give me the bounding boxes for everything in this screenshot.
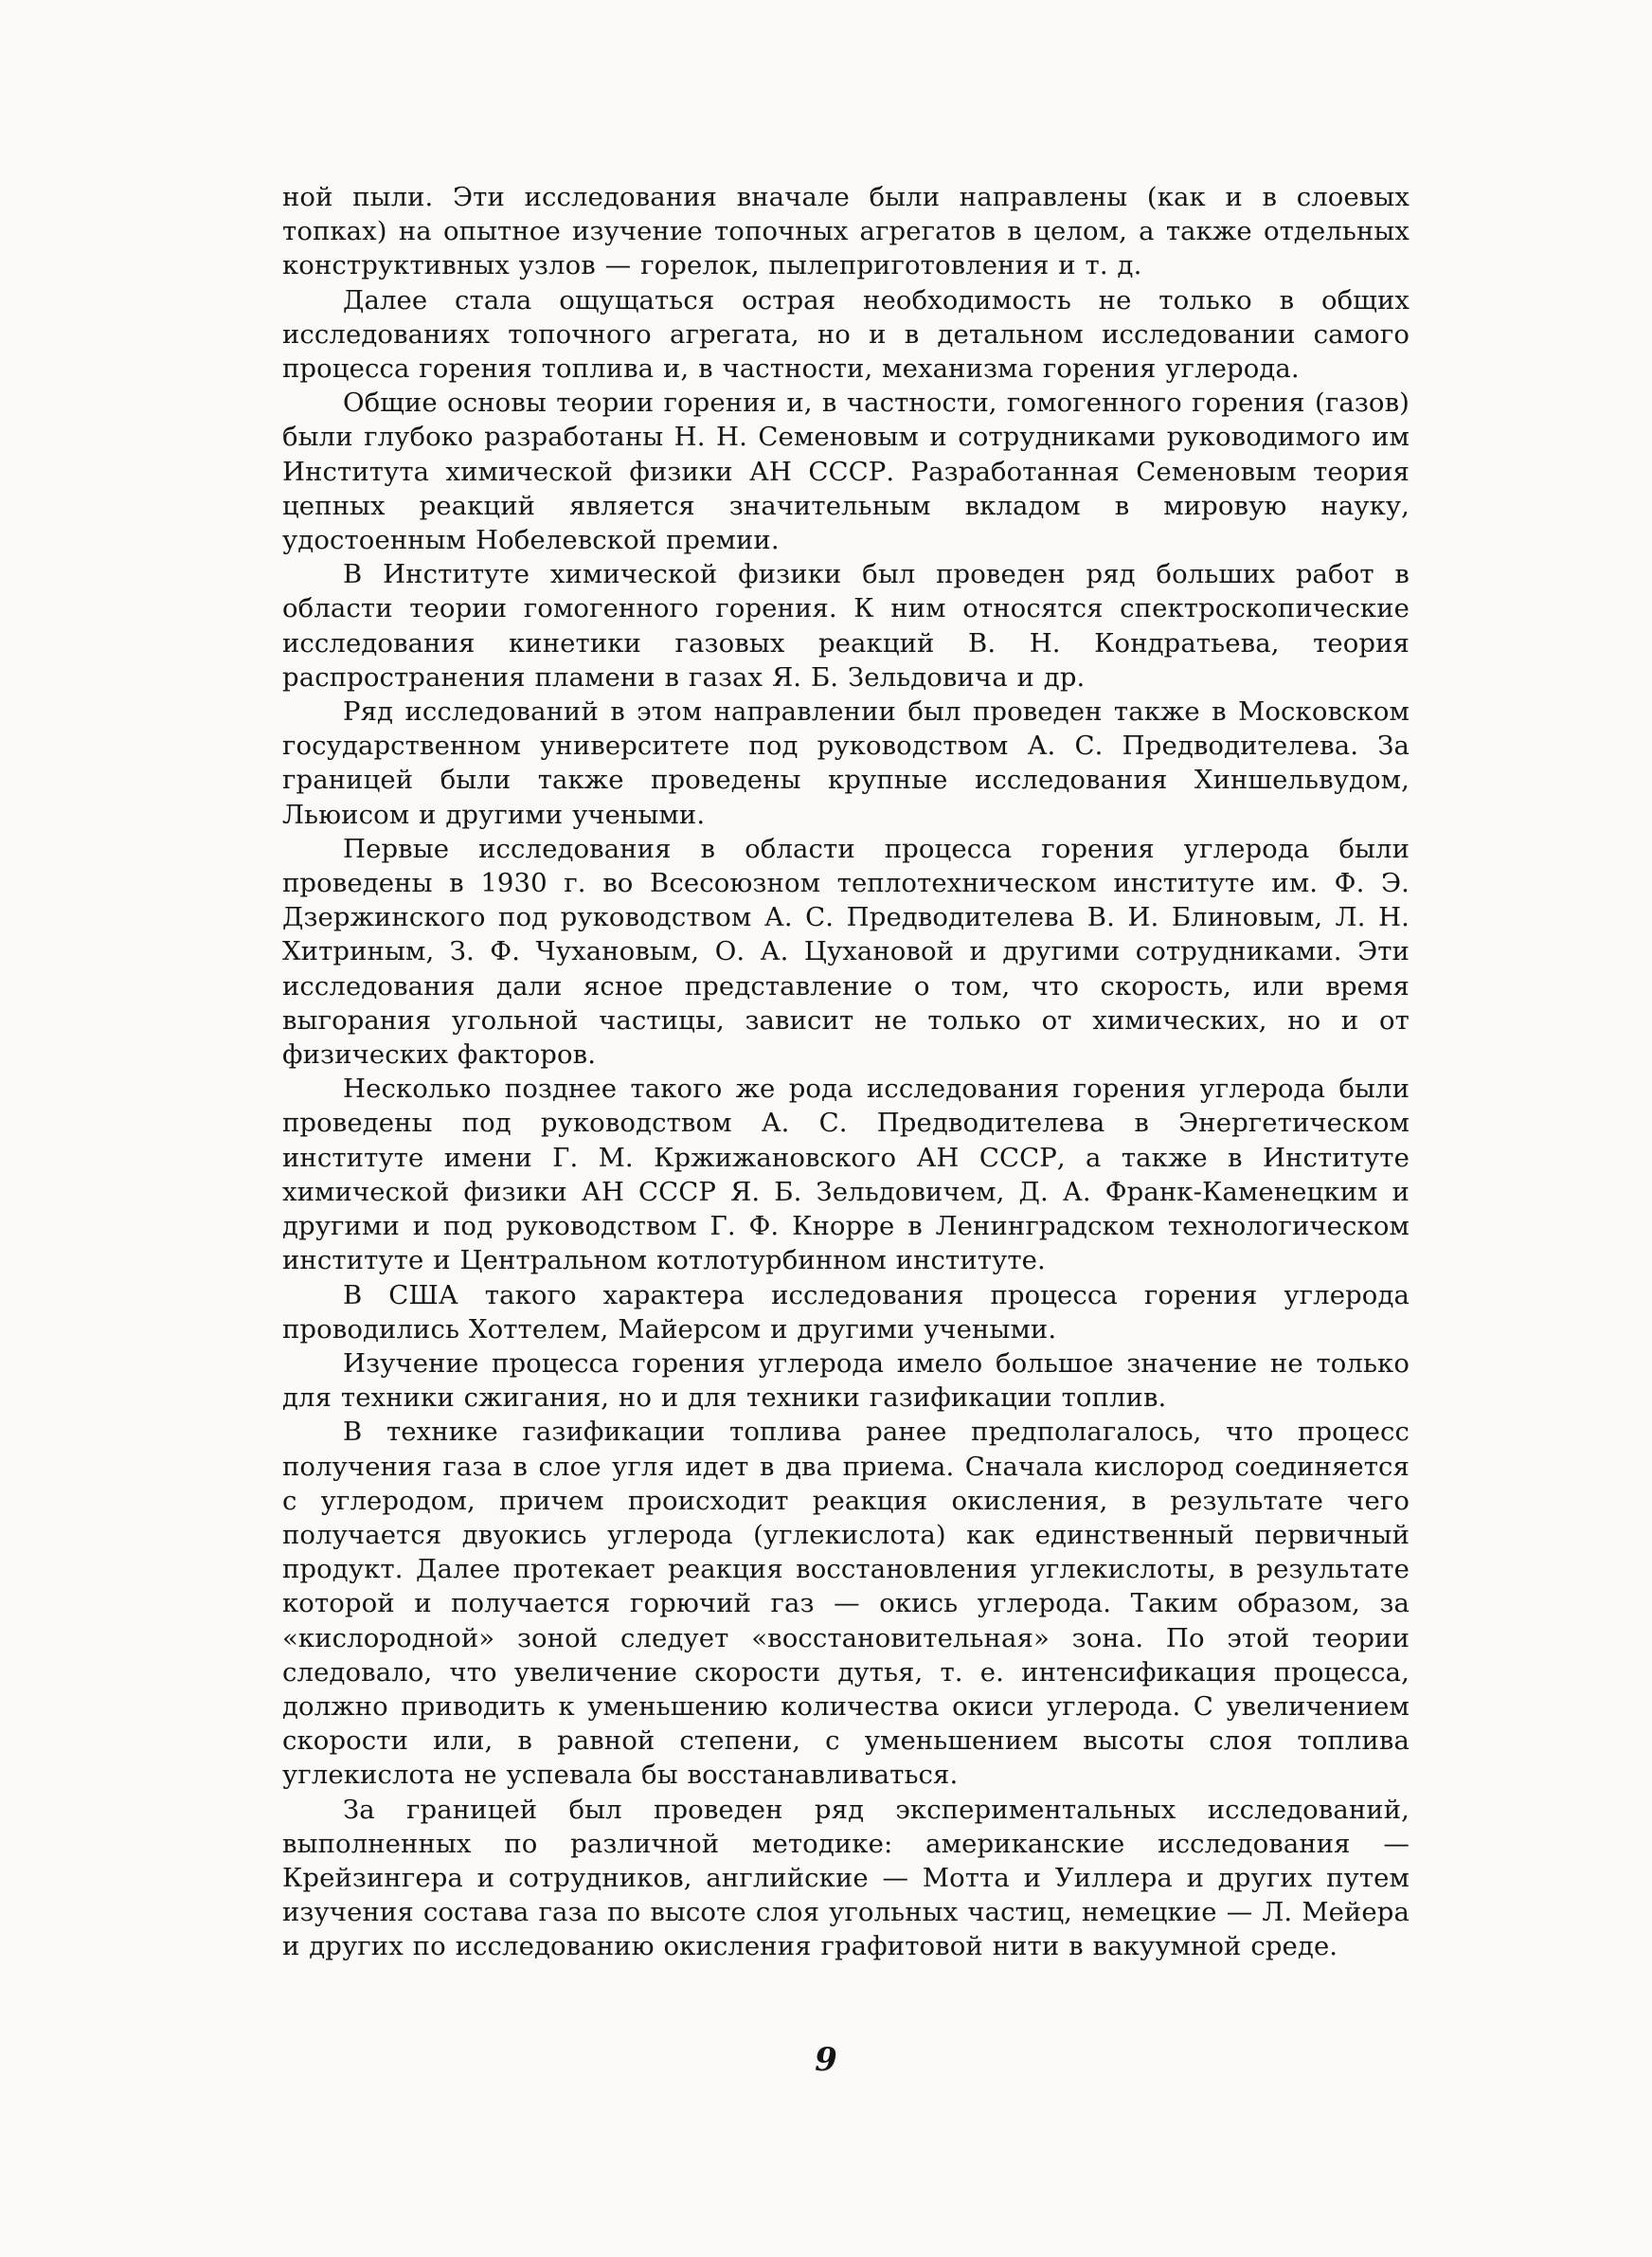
paragraph-8: В США такого характера исследования процесса горения углерода проводились Хоттелем, Майерсом и другими учеными. bbox=[282, 1279, 1410, 1345]
text-column bbox=[282, 180, 1410, 1964]
page-number: 9 bbox=[815, 2041, 837, 2079]
paragraph-5: Ряд исследований в этом направлении был проведен также в Московском государственном университете под руководством А. С. Предводителева. За границей были также проведены крупные исследования Хиншельвудом, Льюисом и другими учеными. bbox=[282, 696, 1410, 830]
paragraph-6: Первые исследования в области процесса горения углерода были проведены в 1930 г. во Всесоюзном теплотехническом институте им. Ф. Э. Дзержинского под руководством А. С. Предводителева В. И. Блиновым, Л. Н. Хитриным, З. Ф. Чухановым, О. А. Цухановой и другими сотрудниками. Эти исследования дали ясное представление о том, что скорость, или время выгорания угольной частицы, зависит не только от химических, но и от физических факторов. bbox=[282, 833, 1410, 1071]
paragraph-1: ной пыли. Эти исследования вначале были направлены (как и в слоевых топках) на опытное изучение топочных агрегатов в целом, а также отдельных конструктивных узлов — горелок, пылеприготовления и т. д. bbox=[282, 182, 1410, 281]
paragraph-9: Изучение процесса горения углерода имело большое значение не только для техники сжигания, но и для техники газификации топлив. bbox=[282, 1347, 1410, 1414]
paragraph-11: За границей был проведен ряд экспериментальных исследований, выполненных по различной методике: американские исследования — Крейзингера и сотрудников, английские — Мотта и Уиллера и других путем изучения состава газа по высоте слоя угольных частиц, немецкие — Л. Мейера и других по исследованию окисления графитовой нити в вакуумной среде. bbox=[282, 1794, 1410, 1962]
paragraph-7: Несколько позднее такого же рода исследования горения углерода были проведены под руководством А. С. Предводителева в Энергетическом институте имени Г. М. Кржижановского АН СССР, а также в Институте химической физики АН СССР Я. Б. Зельдовичем, Д. А. Франк-Каменецким и другими и под руководством Г. Ф. Кнорре в Ленинградском технологическом институте и Центральном котлотурбинном институте. bbox=[282, 1074, 1410, 1276]
paragraph-10: В технике газификации топлива ранее предполагалось, что процесс получения газа в слое угля идет в два приема. Сначала кислород соединяется с углеродом, причем происходит реакция окисления, в результате чего получается двуокись углерода (углекислота) как единственный первичный продукт. Далее протекает реакция восстановления углекислоты, в результате которой и получается горючий газ — окись углерода. Таким образом, за «кислородной» зоной следует «восстановительная» зона. По этой теории следовало, что увеличение скорости дутья, т. е. интенсификация процесса, должно приводить к уменьшению количества окиси углерода. С увеличением скорости или, в равной степени, с уменьшением высоты слоя топлива углекислота не успевала бы восстанавливаться. bbox=[282, 1417, 1410, 1791]
paragraph-2: Далее стала ощущаться острая необходимость не только в общих исследованиях топочного агрегата, но и в детальном исследовании самого процесса горения топлива и, в частности, механизма горения углерода. bbox=[282, 284, 1410, 385]
paragraph-3: Общие основы теории горения и, в частности, гомогенного горения (газов) были глубоко разработаны Н. Н. Семеновым и сотрудниками руководимого им Института химической физики АН СССР. Разработанная Семеновым теория цепных реакций является значительным вкладом в мировую науку, удостоенным Нобелевской премии. bbox=[282, 388, 1410, 556]
paragraph-4: В Институте химической физики был проведен ряд больших работ в области теории гомогенного горения. К ним относятся спектроскопические исследования кинетики газовых реакций В. Н. Кондратьева, теория распространения пламени в газах Я. Б. Зельдовича и др. bbox=[282, 559, 1410, 693]
